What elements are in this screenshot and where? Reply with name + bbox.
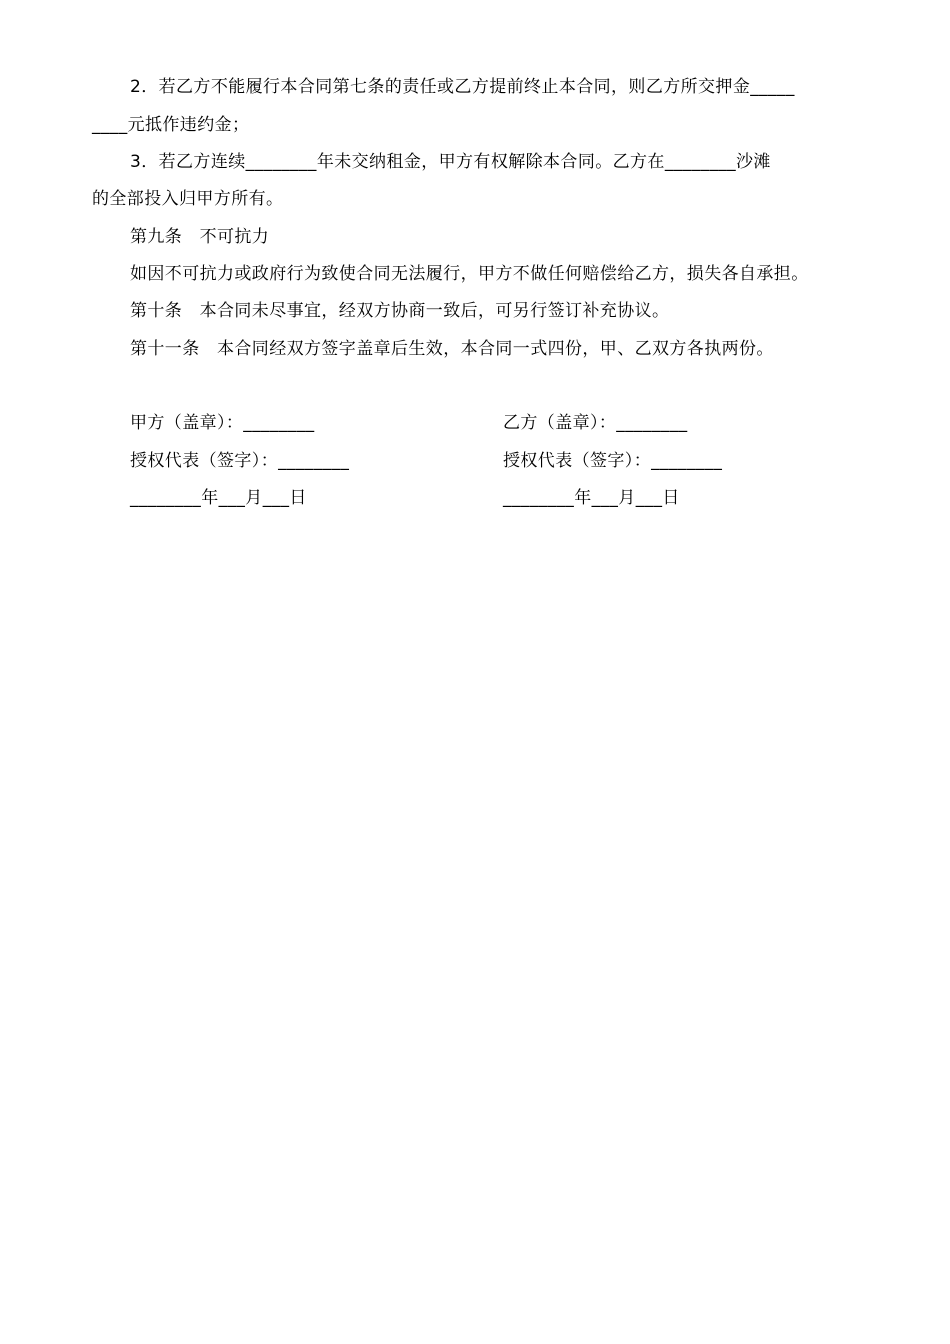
article-9-heading: 第九条 不可抗力 bbox=[130, 227, 270, 247]
party-a-date-field: ________年___月___日 bbox=[130, 488, 307, 508]
article-10: 第十条 本合同未尽事宜，经双方协商一致后，可另行签订补充协议。 bbox=[130, 301, 670, 321]
party-b-date-field: ________年___月___日 bbox=[503, 488, 680, 508]
party-b-representative-field: 授权代表（签字）：________ bbox=[503, 451, 723, 471]
clause-item-2-line-2: ____元抵作违约金； bbox=[92, 115, 250, 135]
party-b-seal-field: 乙方（盖章）：________ bbox=[503, 413, 688, 433]
article-9-body: 如因不可抗力或政府行为致使合同无法履行，甲方不做任何赔偿给乙方，损失各自承担。 bbox=[130, 264, 809, 284]
clause-item-3-line-1: 3．若乙方连续________年未交纳租金，甲方有权解除本合同。乙方在________沙滩 bbox=[130, 152, 771, 172]
party-a-representative-field: 授权代表（签字）：________ bbox=[130, 451, 350, 471]
clause-item-3-line-2: 的全部投入归甲方所有。 bbox=[92, 189, 284, 209]
party-a-seal-field: 甲方（盖章）：________ bbox=[130, 413, 315, 433]
article-11: 第十一条 本合同经双方签字盖章后生效，本合同一式四份，甲、乙双方各执两份。 bbox=[130, 339, 774, 359]
clause-item-2-line-1: 2．若乙方不能履行本合同第七条的责任或乙方提前终止本合同，则乙方所交押金_____ bbox=[130, 77, 795, 97]
